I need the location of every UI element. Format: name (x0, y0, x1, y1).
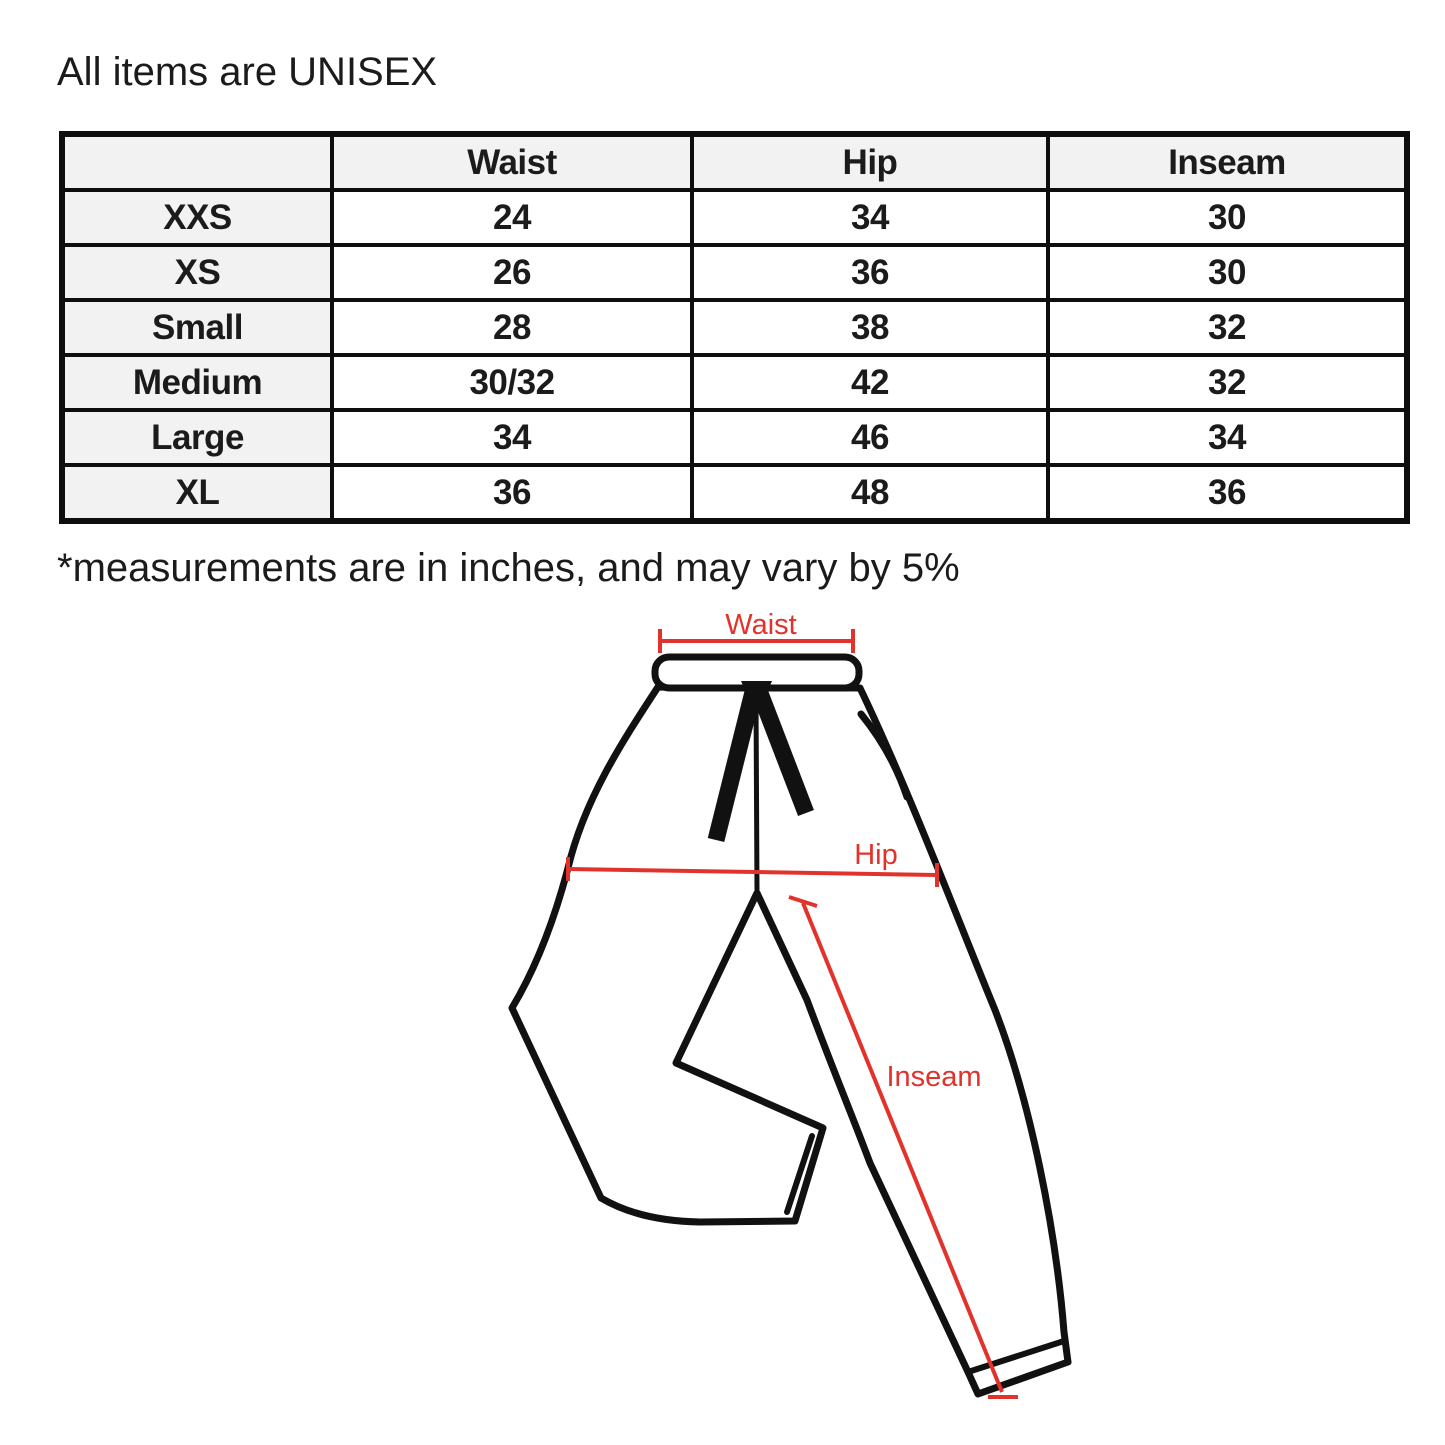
drawstring-cord (756, 700, 757, 891)
waist-cell: 34 (332, 410, 692, 465)
inseam-cell: 30 (1048, 190, 1407, 245)
hip-cell: 48 (692, 465, 1048, 521)
inseam-cell: 34 (1048, 410, 1407, 465)
inseam-cell: 32 (1048, 300, 1407, 355)
page-title: All items are UNISEX (57, 50, 438, 94)
hip-cell: 42 (692, 355, 1048, 410)
header-hip-cell: Hip (692, 134, 1048, 190)
header-waist-cell: Waist (332, 134, 692, 190)
waist-cell: 30/32 (332, 355, 692, 410)
waist-cell: 28 (332, 300, 692, 355)
hip-cell: 38 (692, 300, 1048, 355)
hip-cell: 34 (692, 190, 1048, 245)
inseam-cell: 36 (1048, 465, 1407, 521)
measurement-footnote: *measurements are in inches, and may vary by 5% (57, 546, 960, 590)
hip-label: Hip (854, 839, 898, 871)
waist-cell: 24 (332, 190, 692, 245)
waist-cell: 36 (332, 465, 692, 521)
inseam-label: Inseam (886, 1061, 982, 1093)
size-cell: XS (62, 245, 332, 300)
size-cell: Medium (62, 355, 332, 410)
waist-label: Waist (725, 609, 797, 641)
waist-cell: 26 (332, 245, 692, 300)
inseam-cell: 32 (1048, 355, 1407, 410)
size-cell: Large (62, 410, 332, 465)
hip-cell: 36 (692, 245, 1048, 300)
size-cell: Small (62, 300, 332, 355)
header-inseam-cell: Inseam (1048, 134, 1407, 190)
hip-cell: 46 (692, 410, 1048, 465)
inseam-cell: 30 (1048, 245, 1407, 300)
size-cell: XXS (62, 190, 332, 245)
size-cell: XL (62, 465, 332, 521)
